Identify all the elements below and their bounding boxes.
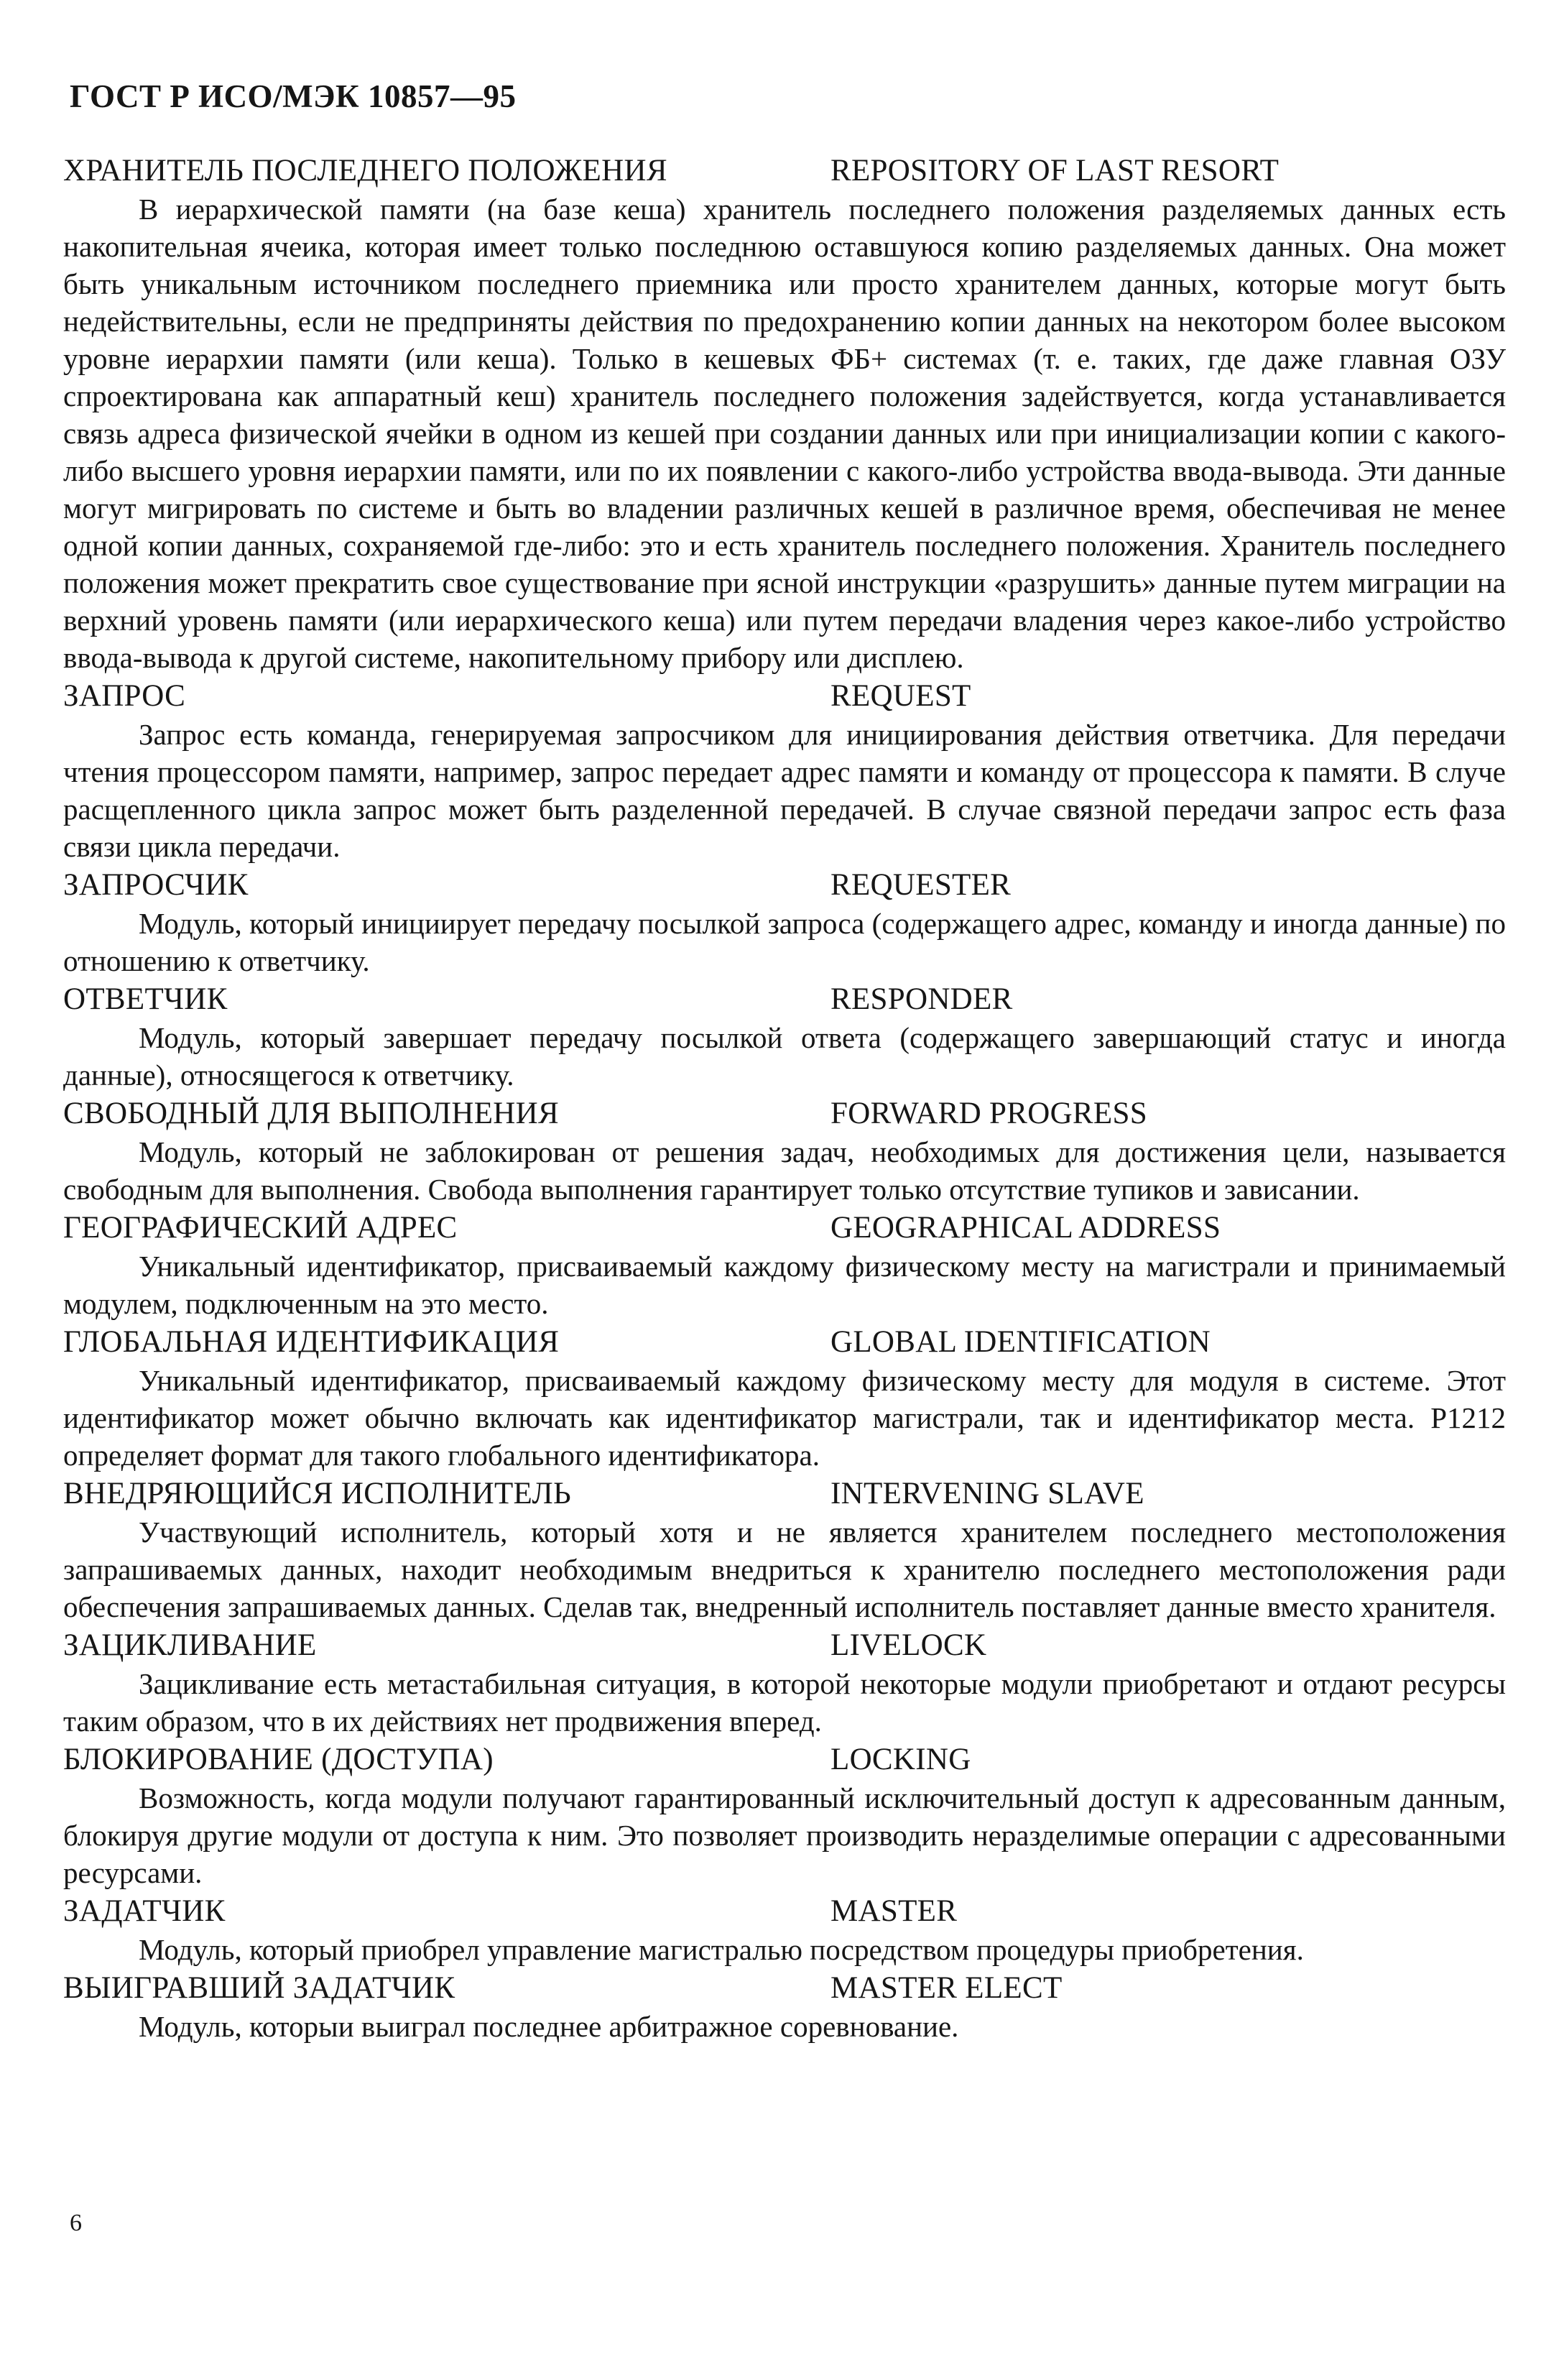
glossary-entry	[63, 979, 1506, 1094]
term-russian: ЗАДАТЧИК	[63, 1894, 226, 1928]
term-russian: БЛОКИРОВАНИЕ (ДОСТУПА)	[63, 1743, 494, 1776]
term-row	[63, 979, 1506, 1019]
term-english: GEOGRAPHICAL ADDRESS	[830, 1211, 1221, 1245]
term-row	[63, 1322, 1506, 1362]
glossary-entry	[63, 151, 1506, 676]
term-row	[63, 1968, 1506, 2008]
term-english: REQUEST	[830, 679, 971, 713]
term-russian: ХРАНИТЕЛЬ ПОСЛЕДНЕГО ПОЛОЖЕНИЯ	[63, 154, 667, 188]
term-definition: Модуль, которыи выиграл последнее арбитражное соревнование.	[139, 2010, 959, 2043]
term-russian: ВНЕДРЯЮЩИЙСЯ ИСПОЛНИТЕЛЬ	[63, 1477, 571, 1510]
term-row	[63, 1740, 1506, 1779]
page-number: 6	[70, 2210, 82, 2236]
term-english: REPOSITORY OF LAST RESORT	[830, 154, 1280, 188]
term-russian: ВЫИГРАВШИЙ ЗАДАТЧИК	[63, 1971, 455, 2005]
term-row	[63, 1625, 1506, 1665]
glossary-entry	[63, 1625, 1506, 1740]
term-english: GLOBAL IDENTIFICATION	[830, 1325, 1211, 1359]
term-english: MASTER	[830, 1894, 958, 1928]
term-definition: Участвующий исполнитель, который хотя и не является хранителем последнего местоположения запрашиваемых данных, находит необходимым внедриться к хранителю последнего местоположения ради обеспечения запрашиваемых данных. Сделав так, внедренный исполнитель поставляет данные вместо хранителя.	[63, 1516, 1506, 1623]
document-header: ГОСТ Р ИСО/МЭК 10857—95	[70, 78, 517, 114]
glossary-entry	[63, 865, 1506, 979]
glossary-entry	[63, 1094, 1506, 1208]
term-row	[63, 151, 1506, 190]
term-russian: ГЕОГРАФИЧЕСКИЙ АДРЕС	[63, 1211, 458, 1245]
term-english: MASTER ELECT	[830, 1971, 1063, 2005]
term-definition: Зацикливание есть метастабильная ситуация, в которой некоторые модули приобретают и отдают ресурсы таким образом, что в их действиях нет продвижения вперед.	[63, 1667, 1506, 1738]
term-definition: Модуль, который завершает передачу посылкой ответа (содержащего завершающий статус и иногда данные), относящегося к ответчику.	[63, 1021, 1506, 1092]
glossary-entry	[63, 1208, 1506, 1322]
term-definition: В иерархической памяти (на базе кеша) хранитель последнего положения разделяемых данных есть накопительная ячеика, которая имеет только последнюю оставшуюся копию разделяемых данных. Она может быть уникальным источником последнего приемника или просто хранителем данных, которые могут быть недействительны, если не предприняты действия по предохранению копии данных на некотором более высоком уровне иерархии памяти (или кеша). Только в кешевых ФБ+ системах (т. е. таких, где даже главная ОЗУ спроектирована как аппаратный кеш) хранитель последнего положения задействуется, когда устанавливается связь адреса физической ячейки в одном из кешей при создании данных или при инициализации копии с какого-либо высшего уровня иерархии памяти, или по их появлении с какого-либо устройства ввода-вывода. Эти данные могут мигрировать по системе и быть во владении различных кешей в различное время, обеспечивая не менее одной копии данных, сохраняемой где-либо: это и есть хранитель последнего положения. Хранитель последнего положения может прекратить свое существование при ясной инструкции «разрушить» данные путем миграции на верхний уровень памяти (или иерархического кеша) или путем передачи владения через какое-либо устройство ввода-вывода к другой системе, накопительному прибору или дисплею.	[63, 193, 1506, 674]
term-row	[63, 1094, 1506, 1133]
term-definition: Модуль, который не заблокирован от решения задач, необходимых для достижения цели, называется свободным для выполнения. Свобода выполнения гарантирует только отсутствие тупиков и зависании.	[63, 1135, 1506, 1206]
term-russian: ЗАПРОСЧИК	[63, 868, 249, 902]
term-definition: Уникальный идентификатор, присваиваемый каждому физическому месту для модуля в системе. Этот идентификатор может обычно включать как идентификатор магистрали, так и идентификатор места. Р1212 определяет формат для такого глобального идентификатора.	[63, 1364, 1506, 1472]
glossary-entry	[63, 1740, 1506, 1891]
term-russian: ЗАПРОС	[63, 679, 186, 713]
term-russian: ГЛОБАЛЬНАЯ ИДЕНТИФИКАЦИЯ	[63, 1325, 560, 1359]
term-english: LIVELOCK	[830, 1628, 987, 1662]
term-russian: ОТВЕТЧИК	[63, 982, 228, 1016]
term-english: INTERVENING SLAVE	[830, 1477, 1144, 1510]
term-row	[63, 676, 1506, 716]
term-definition: Модуль, который инициирует передачу посылкой запроса (содержащего адрес, команду и иногда данные) по отношению к ответчику.	[63, 907, 1506, 977]
glossary-entries	[63, 151, 1506, 2045]
term-definition: Модуль, который приобрел управление магистралью посредством процедуры приобретения.	[139, 1933, 1304, 1966]
term-english: LOCKING	[830, 1743, 971, 1776]
glossary-entry	[63, 1968, 1506, 2045]
term-english: RESPONDER	[830, 982, 1013, 1016]
term-row	[63, 1474, 1506, 1513]
term-row	[63, 1891, 1506, 1931]
term-row	[63, 865, 1506, 905]
term-definition: Уникальный идентификатор, присваиваемый каждому физическому месту на магистрали и принимаемый модулем, подключенным на это место.	[63, 1250, 1506, 1320]
term-russian: ЗАЦИКЛИВАНИЕ	[63, 1628, 317, 1662]
term-definition: Возможность, когда модули получают гарантированный исключительный доступ к адресованным данным, блокируя другие модули от доступа к ним. Это позволяет производить неразделимые операции с адресованными ресурсами.	[63, 1781, 1506, 1889]
term-row	[63, 1208, 1506, 1247]
term-english: REQUESTER	[830, 868, 1012, 902]
glossary-entry	[63, 1322, 1506, 1474]
glossary-entry	[63, 1474, 1506, 1625]
term-russian: СВОБОДНЫЙ ДЛЯ ВЫПОЛНЕНИЯ	[63, 1097, 559, 1130]
glossary-entry	[63, 1891, 1506, 1968]
glossary-entry	[63, 676, 1506, 865]
term-definition: Запрос есть команда, генерируемая запросчиком для инициирования действия ответчика. Для передачи чтения процессором памяти, например, запрос передает адрес памяти и команду от процессора к памяти. В случе расщепленного цикла запрос может быть разделенной передачей. В случае связной передачи запрос есть фаза связи цикла передачи.	[63, 718, 1506, 863]
term-english: FORWARD PROGRESS	[830, 1097, 1147, 1130]
